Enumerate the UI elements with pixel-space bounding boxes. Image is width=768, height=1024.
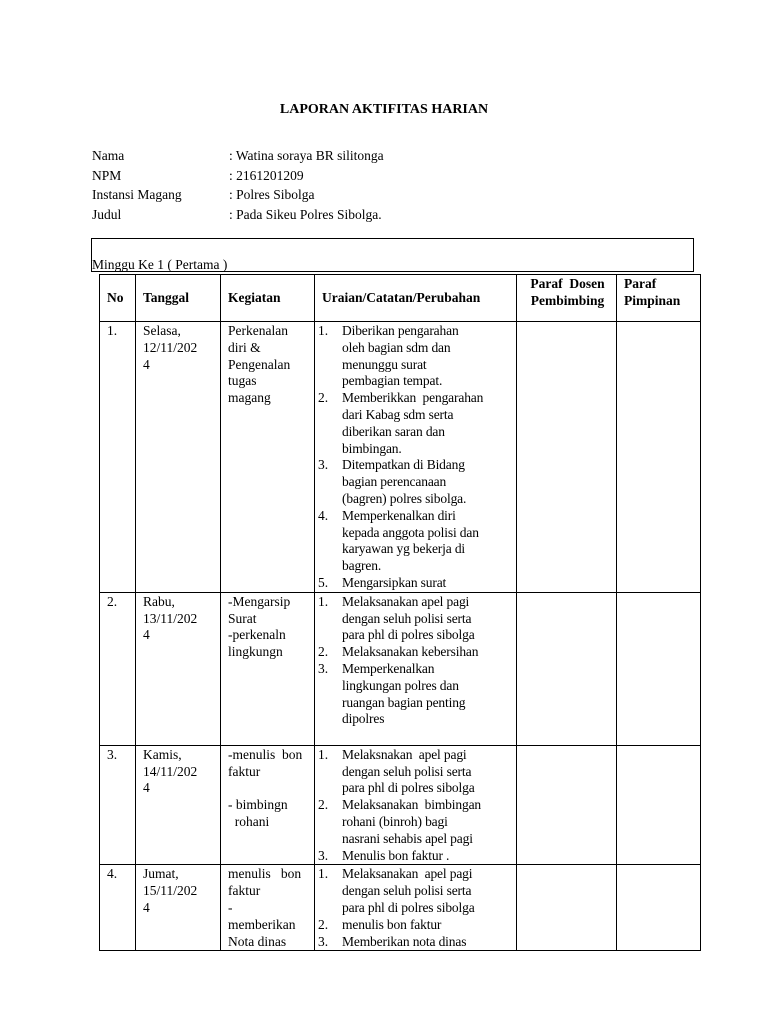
cell-paraf-pimpinan [617, 322, 701, 593]
list-item-line: Melaksanakan apel pagi [342, 593, 470, 609]
list-item [318, 866, 511, 916]
list-item-line: menulis bon faktur [342, 916, 442, 932]
list-item-line: nasrani sehabis apel pagi [342, 830, 473, 846]
list-item-line: oleh bagian sdm dan [342, 339, 451, 355]
list-item-line: para phl di polres sibolga [342, 899, 475, 915]
cell-kegiatan-line: - [228, 899, 233, 915]
list-item-text [342, 661, 511, 728]
list-item [318, 917, 511, 934]
header-paraf-dosen-line2: Pembimbing [530, 292, 605, 308]
list-item-line: diberikan saran dan [342, 423, 445, 439]
header-kegiatan: Kegiatan [221, 275, 315, 322]
list-item-line: Ditempatkan di Bidang [342, 457, 465, 473]
list-item [318, 508, 511, 575]
cell-kegiatan-line: Surat [228, 610, 257, 626]
list-item-number: 2. [318, 644, 329, 660]
info-label: Judul [92, 206, 122, 222]
list-item-line: Melaksanakan kebersihan [342, 644, 479, 660]
uraian-list [318, 323, 511, 592]
cell-kegiatan-line: -Mengarsip [228, 593, 291, 609]
cell-kegiatan-line: Perkenalan [228, 323, 288, 338]
cell-paraf-dosen [517, 745, 617, 865]
cell-tanggal [136, 865, 221, 951]
cell-kegiatan-line: memberikan [228, 916, 296, 932]
list-item-number: 3. [318, 847, 329, 863]
list-item-line: dengan seluh polisi serta [342, 610, 472, 626]
info-label: NPM [92, 167, 122, 183]
info-row [92, 168, 384, 188]
cell-tanggal [136, 592, 221, 745]
list-item-text [342, 848, 511, 865]
cell-tanggal-line: 13/11/202 [143, 610, 198, 626]
list-item-line: menunggu surat [342, 356, 427, 372]
list-item-line: ruangan bagian penting [342, 694, 466, 710]
list-item [318, 661, 511, 728]
list-item-line: dari Kabag sdm serta [342, 406, 454, 422]
cell-no: 3. [100, 745, 136, 865]
cell-kegiatan-line: -perkenaln [228, 627, 286, 643]
list-item-number: 1. [318, 593, 329, 609]
list-item-line: para phl di polres sibolga [342, 780, 475, 796]
cell-paraf-pimpinan [617, 745, 701, 865]
cell-tanggal-line: 4 [143, 780, 150, 796]
header-paraf-pimpinan [617, 275, 701, 322]
cell-no: 2. [100, 592, 136, 745]
list-item-number: 2. [318, 797, 329, 813]
list-item-number: 5. [318, 574, 329, 590]
table-row [100, 865, 701, 951]
list-item-line: (bagren) polres sibolga. [342, 490, 467, 506]
cell-kegiatan-line: diri & [228, 339, 261, 355]
table-row [100, 322, 701, 593]
header-paraf-pimpinan-line1: Paraf [624, 276, 657, 291]
list-item-line: karyawan yg bekerja di [342, 541, 466, 557]
cell-kegiatan-line: faktur [228, 763, 261, 779]
cell-paraf-dosen [517, 322, 617, 593]
uraian-list [318, 747, 511, 865]
info-value: : Pada Sikeu Polres Sibolga. [229, 206, 382, 222]
list-item [318, 575, 511, 592]
uraian-list [318, 866, 511, 950]
cell-kegiatan-line: tugas [228, 373, 257, 389]
cell-no: 1. [100, 322, 136, 593]
list-item-number: 3. [318, 457, 329, 473]
cell-kegiatan-line: menulis bon [228, 866, 302, 882]
list-item-text [342, 747, 511, 797]
cell-paraf-pimpinan [617, 592, 701, 745]
info-value: : Polres Sibolga [229, 187, 315, 202]
list-item [318, 644, 511, 661]
list-item-text [342, 797, 511, 847]
cell-kegiatan [221, 865, 315, 951]
list-item [318, 323, 511, 390]
list-item-line: para phl di polres sibolga [342, 627, 475, 643]
cell-uraian [315, 592, 517, 745]
cell-tanggal-line: 14/11/202 [143, 763, 198, 779]
list-item-line: kepada anggota polisi dan [342, 524, 479, 540]
cell-tanggal-line: 12/11/202 [143, 339, 198, 355]
list-item-number: 1. [318, 323, 329, 338]
info-label: Instansi Magang [92, 187, 182, 202]
info-row [92, 187, 384, 207]
list-item [318, 934, 511, 951]
list-item-line: dengan seluh polisi serta [342, 763, 472, 779]
list-item-text [342, 934, 511, 951]
info-value: : Watina soraya BR silitonga [229, 148, 384, 163]
list-item-number: 1. [318, 746, 329, 762]
cell-kegiatan [221, 322, 315, 593]
cell-kegiatan [221, 745, 315, 865]
cell-kegiatan [221, 592, 315, 745]
list-item-number: 2. [318, 916, 329, 932]
list-item [318, 594, 511, 644]
cell-tanggal-line: 4 [143, 899, 150, 915]
list-item-text [342, 457, 511, 507]
header-paraf-dosen [517, 275, 617, 322]
info-row [92, 148, 384, 168]
list-item [318, 390, 511, 457]
list-item-line: Memberikkan pengarahan [342, 390, 484, 406]
list-item-line: pembagian tempat. [342, 373, 443, 389]
cell-paraf-pimpinan [617, 865, 701, 951]
table-row [100, 745, 701, 865]
list-item-line: Melaksanakan bimbingan [342, 797, 482, 813]
list-item-text [342, 594, 511, 644]
cell-tanggal-line: Jumat, [143, 866, 179, 882]
cell-kegiatan-line: Pengenalan [228, 356, 291, 372]
list-item-number: 4. [318, 507, 329, 523]
header-no: No [100, 275, 136, 322]
cell-tanggal [136, 745, 221, 865]
cell-tanggal-line: Kamis, [143, 746, 182, 762]
header-paraf-pimpinan-line2: Pimpinan [624, 292, 681, 308]
list-item [318, 797, 511, 847]
list-item-line: Menulis bon faktur . [342, 847, 450, 863]
list-item-text [342, 575, 511, 592]
cell-kegiatan-line: faktur [228, 883, 261, 899]
list-item-text [342, 917, 511, 934]
cell-uraian [315, 322, 517, 593]
cell-tanggal-line: 4 [143, 356, 150, 372]
cell-paraf-dosen [517, 865, 617, 951]
cell-tanggal-line: 4 [143, 627, 150, 643]
cell-paraf-dosen [517, 592, 617, 745]
cell-uraian [315, 865, 517, 951]
list-item-text [342, 866, 511, 916]
header-tanggal: Tanggal [136, 275, 221, 322]
cell-kegiatan-line: - bimbingn [228, 797, 288, 813]
list-item [318, 457, 511, 507]
header-uraian: Uraian/Catatan/Perubahan [315, 275, 517, 322]
page-title: LAPORAN AKTIFITAS HARIAN [279, 102, 489, 117]
table-row [100, 592, 701, 745]
list-item-line: dengan seluh polisi serta [342, 883, 472, 899]
info-label: Nama [92, 148, 125, 163]
cell-kegiatan-line: Nota dinas [228, 933, 287, 949]
cell-uraian [315, 745, 517, 865]
cell-kegiatan-line: lingkungn [228, 644, 283, 660]
uraian-list [318, 594, 511, 728]
list-item-line: Memperkenalkan [342, 660, 435, 676]
list-item-line: lingkungan polres dan [342, 677, 459, 693]
list-item-text [342, 508, 511, 575]
list-item-line: Melaksanakan apel pagi [342, 866, 473, 882]
table-header-row [100, 275, 701, 322]
list-item-text [342, 323, 511, 390]
list-item-line: bimbingan. [342, 440, 402, 456]
week-label: Minggu Ke 1 ( Pertama ) [92, 257, 228, 272]
list-item-text [342, 390, 511, 457]
list-item-line: Mengarsipkan surat [342, 574, 447, 590]
cell-no: 4. [100, 865, 136, 951]
list-item-line: Memberikan nota dinas [342, 933, 467, 949]
cell-kegiatan-line [228, 780, 309, 797]
info-row [92, 207, 384, 227]
list-item-line: Memperkenalkan diri [342, 507, 456, 523]
list-item-number: 2. [318, 390, 329, 406]
header-paraf-dosen-line1: Paraf Dosen [530, 276, 605, 291]
list-item-line: bagren. [342, 558, 382, 574]
cell-tanggal-line: Rabu, [143, 593, 175, 609]
activity-table [99, 274, 701, 951]
cell-tanggal-line: Selasa, [143, 323, 181, 338]
list-item-number: 3. [318, 933, 329, 949]
list-item-number: 1. [318, 866, 329, 882]
cell-kegiatan-line: rohani [228, 813, 270, 829]
info-value: : 2161201209 [229, 167, 304, 183]
list-item-line: Melaksnakan apel pagi [342, 746, 467, 762]
cell-tanggal-line: 15/11/202 [143, 883, 198, 899]
cell-tanggal [136, 322, 221, 593]
list-item-line: dipolres [342, 711, 385, 727]
list-item [318, 848, 511, 865]
list-item-text [342, 644, 511, 661]
list-item-line: bagian perencanaan [342, 474, 447, 490]
list-item-number: 3. [318, 660, 329, 676]
info-block [92, 148, 384, 226]
cell-kegiatan-line: -menulis bon [228, 746, 303, 762]
list-item [318, 747, 511, 797]
cell-kegiatan-line: magang [228, 390, 271, 406]
list-item-line: Diberikan pengarahan [342, 323, 459, 338]
list-item-line: rohani (binroh) bagi [342, 813, 448, 829]
